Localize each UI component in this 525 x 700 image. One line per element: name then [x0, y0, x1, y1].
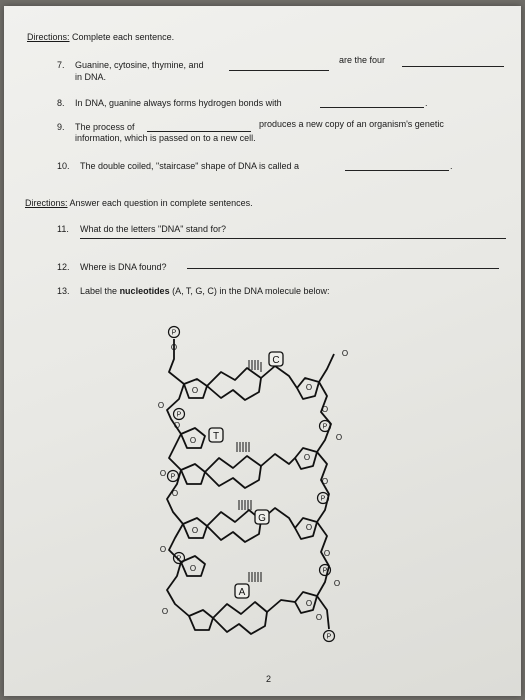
nucleotides-emphasis: nucleotides	[119, 286, 170, 296]
oxygen-label: O	[333, 579, 341, 588]
answer-blank[interactable]	[147, 131, 251, 132]
oxygen-label: O	[323, 549, 331, 558]
oxygen-label: O	[191, 386, 199, 395]
question-10-text: The double coiled, "staircase" shape of DNA is called a	[80, 161, 300, 171]
oxygen-label: O	[303, 453, 311, 462]
oxygen-label: O	[161, 607, 169, 616]
oxygen-label: O	[189, 564, 197, 573]
worksheet-page	[4, 6, 521, 696]
oxygen-label: O	[305, 599, 313, 608]
question-9-text-b: produces a new copy of an organism's genetic	[259, 119, 444, 129]
oxygen-label: O	[157, 401, 165, 410]
base-label-g: G	[258, 513, 266, 524]
phosphate-label: P	[170, 473, 176, 481]
question-13-text	[80, 286, 330, 297]
oxygen-label: O	[170, 343, 178, 352]
directions-text: Answer each question in complete sentences.	[69, 198, 253, 208]
oxygen-label: O	[171, 489, 179, 498]
base-label-t: T	[212, 431, 220, 442]
question-9-text-c: information, which is passed on to a new cell.	[75, 133, 256, 143]
phosphate-label: P	[176, 411, 182, 419]
phosphate-label: P	[171, 329, 177, 337]
phosphate-label: P	[322, 567, 328, 575]
question-number: 11.	[57, 224, 69, 234]
answer-blank[interactable]	[320, 107, 424, 108]
oxygen-label: O	[189, 436, 197, 445]
question-12-text: Where is DNA found?	[80, 262, 167, 272]
question-number: 9.	[57, 122, 65, 132]
question-number: 7.	[57, 60, 65, 70]
oxygen-label: O	[173, 421, 181, 430]
question-7-text-c: in DNA.	[75, 72, 107, 82]
oxygen-label: O	[315, 613, 323, 622]
question-13-text-b: (A, T, G, C) in the DNA molecule below:	[172, 286, 330, 296]
question-13-text-a: Label the	[80, 286, 118, 296]
oxygen-label: O	[191, 526, 199, 535]
base-label-c: C	[272, 355, 280, 366]
answer-line[interactable]	[80, 238, 506, 239]
period: .	[425, 98, 428, 108]
question-8-text: In DNA, guanine always forms hydrogen bonds with	[75, 98, 282, 108]
answer-blank[interactable]	[402, 66, 504, 67]
phosphate-label: P	[326, 633, 332, 641]
phosphate-label: P	[322, 423, 328, 431]
page-number: 2	[266, 674, 272, 684]
directions-label: Directions:	[27, 32, 70, 42]
oxygen-label: O	[335, 433, 343, 442]
oxygen-label: O	[305, 523, 313, 532]
base-label-a: A	[238, 587, 246, 598]
directions-label: Directions:	[25, 198, 68, 208]
oxygen-label: O	[321, 477, 329, 486]
question-number: 10.	[57, 161, 70, 171]
oxygen-label: O	[305, 383, 313, 392]
question-11-text: What do the letters "DNA" stand for?	[80, 224, 226, 234]
question-7-text: Guanine, cytosine, thymine, and	[75, 60, 204, 70]
question-9-text: The process of	[75, 122, 135, 132]
directions-text: Complete each sentence.	[72, 32, 175, 42]
phosphate-label: P	[320, 495, 326, 503]
oxygen-label: O	[159, 545, 167, 554]
question-7-text-b: are the four	[339, 55, 386, 65]
period: .	[450, 161, 453, 171]
phosphate-label: P	[176, 555, 182, 563]
oxygen-label: O	[321, 405, 329, 414]
question-number: 13.	[57, 286, 70, 296]
answer-line[interactable]	[187, 268, 499, 269]
question-number: 12.	[57, 262, 70, 272]
answer-blank[interactable]	[229, 70, 329, 71]
oxygen-label: O	[159, 469, 167, 478]
question-number: 8.	[57, 98, 65, 108]
oxygen-label: O	[341, 349, 349, 358]
answer-blank[interactable]	[345, 170, 449, 171]
directions-2	[25, 198, 253, 209]
dna-molecule-diagram	[149, 324, 359, 644]
directions-1	[27, 32, 174, 43]
